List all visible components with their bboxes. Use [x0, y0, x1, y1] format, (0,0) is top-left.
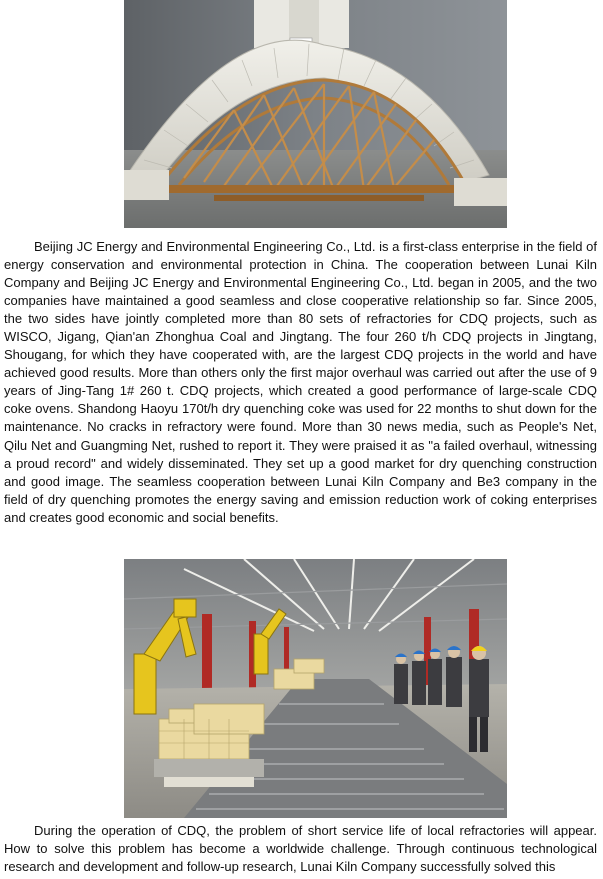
paragraph: Beijing JC Energy and Environmental Engineering Co., Ltd. is a first-class enterprise in the field of energy conservation and environmental protection in China. The cooperation between Lunai Kiln Company and Beijing JC Energy and Environmental Engineering Co., Ltd. began in 2005, and the two companies have maintained a good seamless and close cooperative relationship so far. Since 2005, the two sides have jointly completed more than 80 sets of refractories for CDQ projects, such as WISCO, Jigang, Qian'an Zhonghua Coal and Jingtang. The four 260 t/h CDQ projects in Jingtang, Shougang, for which they have cooperated with, are the largest CDQ projects in the world and have achieved good results. More than others only the first major overhaul was carried out after the use of 9 years of Jing-Tang 1# 260 t. CDQ projects, which created a good performance of large-scale CDQ coke ovens. Shandong Haoyu 170t/h dry quenching coke was used for 22 months to shut down for the maintenance. No cracks in refractory were found. More than 30 news media, such as People's Net, Qilu Net and Guangming Net, rushed to report it. They were praised it as "a failed overhaul, witnessing a proud record" and widely disseminated. They set up a good market for dry quenching construction and good image. The seamless cooperation between Lunai Kiln Company and Be3 company in the field of dry quenching promotes the energy saving and emission reduction work of coking enterprises and creates good economic and social benefits.: [4, 239, 597, 525]
paragraph: During the operation of CDQ, the problem of short service life of local refractories will appear. How to solve this problem has become a worldwide challenge. Through continuous technological research and development and follow-up research, Lunai Kiln Company successfully solved this: [4, 823, 597, 875]
production-line-photo: [124, 559, 507, 818]
arch-photo: [124, 0, 507, 228]
